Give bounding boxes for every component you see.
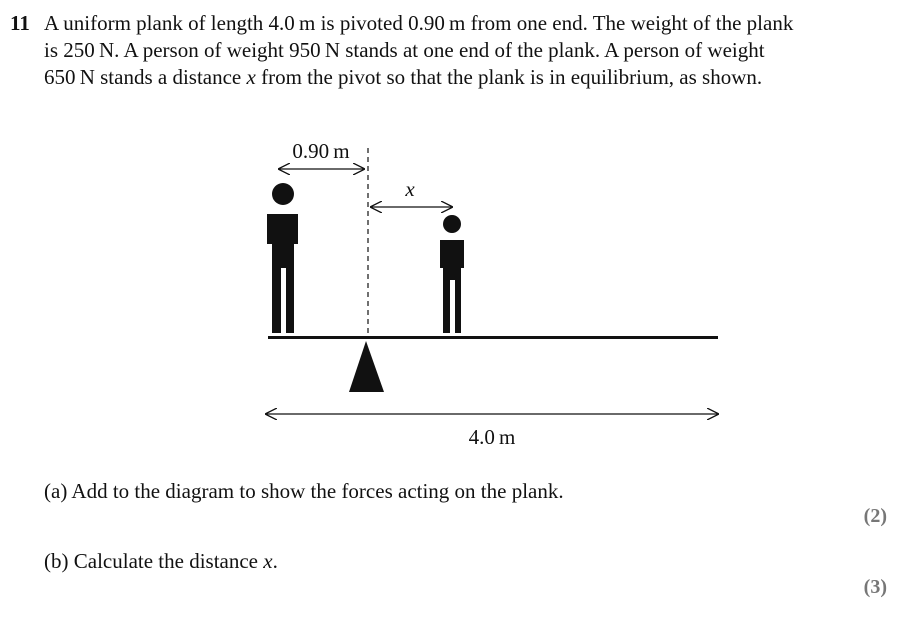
part-b-end: .: [272, 549, 278, 573]
question-line-3: 650 N stands a distance x from the pivot so that the plank is in equilibrium, as shown.: [44, 65, 763, 89]
part-b-text: Calculate the distance: [73, 549, 264, 573]
part-b-marks: (3): [863, 576, 887, 598]
question-line-1: A uniform plank of length 4.0 m is pivoted 0.90 m from one end. The weight of the plank: [44, 11, 794, 35]
person-950n: [267, 183, 298, 333]
x-distance-label: x: [405, 177, 415, 201]
part-b-label: (b): [44, 549, 69, 573]
plank-length-label: 4.0 m: [468, 425, 516, 449]
question-variable-x: x: [246, 65, 256, 89]
part-a: [44, 478, 564, 505]
person-650n: [440, 215, 464, 333]
part-b-variable: x: [263, 549, 273, 573]
question-number: 11: [10, 11, 30, 35]
pivot-distance-label: 0.90 m: [292, 139, 350, 163]
part-a-text: Add to the diagram to show the forces acting on the plank.: [71, 479, 564, 503]
part-a-marks: (2): [863, 505, 887, 527]
plank: [268, 336, 718, 339]
pivot-triangle: [349, 341, 384, 392]
part-b: [44, 548, 278, 575]
part-a-label: (a): [44, 479, 68, 503]
question-line-2: is 250 N. A person of weight 950 N stands at one end of the plank. A person of weight: [44, 38, 765, 62]
